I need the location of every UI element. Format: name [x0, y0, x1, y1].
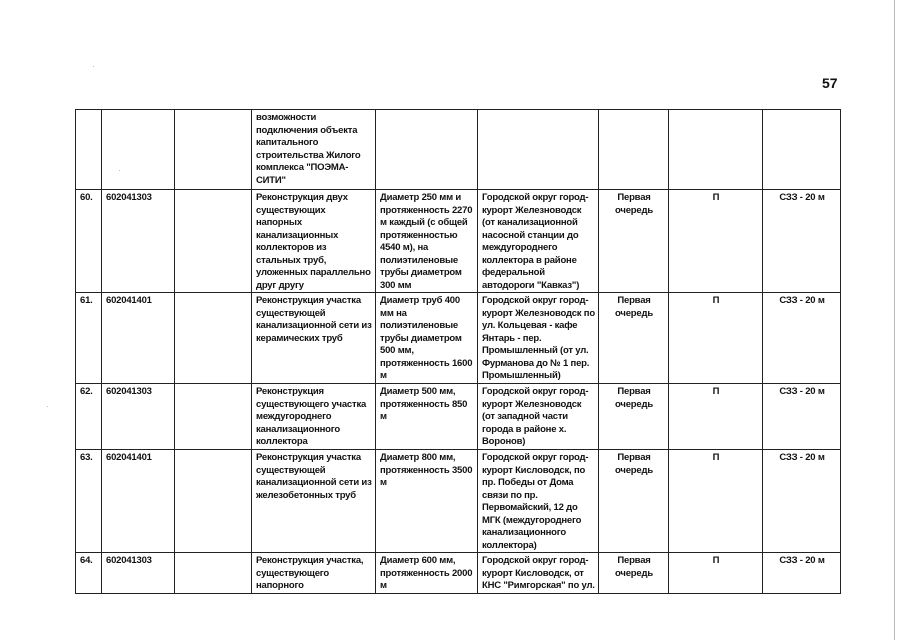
szz-cell: СЗЗ - 20 м [763, 553, 841, 594]
param-cell: Диаметр 800 мм, протяженность 3500 м [376, 450, 478, 553]
szz-cell: СЗЗ - 20 м [763, 293, 841, 384]
table-row [76, 553, 841, 594]
row-number-cell: 64. [76, 553, 102, 594]
queue-cell: Первая очередь [599, 293, 669, 384]
type-cell: П [669, 190, 763, 293]
page-number: 57 [822, 75, 838, 91]
queue-cell [599, 110, 669, 190]
name-cell: возможности подключения объекта капитального строительства Жилого комплекса "ПОЭМА-СИТИ" [252, 110, 376, 190]
szz-cell: СЗЗ - 20 м [763, 190, 841, 293]
table-row [76, 450, 841, 553]
empty-cell [175, 553, 252, 594]
param-cell: Диаметр 500 мм, протяженность 850 м [376, 384, 478, 450]
table-row [76, 110, 841, 190]
empty-cell [175, 110, 252, 190]
scan-speck: · [92, 62, 95, 71]
place-cell: Городской округ город-курорт Кисловодск, от КНС "Римгорская" по ул. [478, 553, 599, 594]
queue-cell: Первая очередь [599, 553, 669, 594]
code-cell: 602041303 [102, 553, 175, 594]
row-number-cell: 61. [76, 293, 102, 384]
name-cell: Реконструкция двух существующих напорных канализационных коллекторов из стальных труб, уложенных параллельно друг другу [252, 190, 376, 293]
type-cell: П [669, 384, 763, 450]
code-cell [102, 110, 175, 190]
table-row [76, 293, 841, 384]
name-cell: Реконструкция существующего участка междугороднего канализационного коллектора [252, 384, 376, 450]
table-row [76, 384, 841, 450]
row-number-cell [76, 110, 102, 190]
empty-cell [175, 293, 252, 384]
type-cell [669, 110, 763, 190]
queue-cell: Первая очередь [599, 384, 669, 450]
place-cell [478, 110, 599, 190]
name-cell: Реконструкция участка существующей канализационной сети из керамических труб [252, 293, 376, 384]
code-cell: 602041401 [102, 293, 175, 384]
name-cell: Реконструкция участка, существующего напорного [252, 553, 376, 594]
param-cell: Диаметр 600 мм, протяженность 2000 м [376, 553, 478, 594]
place-cell: Городской округ город-курорт Железноводск (от канализационной насосной станции до междугороднего коллектора в районе федеральной автодороги "Кавказ") [478, 190, 599, 293]
empty-cell [175, 450, 252, 553]
szz-cell: СЗЗ - 20 м [763, 450, 841, 553]
param-cell: Диаметр труб 400 мм на полиэтиленовые трубы диаметром 500 мм, протяженность 1600 м [376, 293, 478, 384]
empty-cell [175, 384, 252, 450]
objects-table [75, 109, 841, 594]
code-cell: 602041303 [102, 190, 175, 293]
queue-cell: Первая очередь [599, 450, 669, 553]
place-cell: Городской округ город-курорт Железноводск (от западной части города в районе х. Воронов) [478, 384, 599, 450]
table-row [76, 190, 841, 293]
code-cell: 602041303 [102, 384, 175, 450]
scan-speck: · [118, 166, 121, 175]
scan-speck: · [46, 402, 49, 411]
row-number-cell: 62. [76, 384, 102, 450]
type-cell: П [669, 293, 763, 384]
row-number-cell: 60. [76, 190, 102, 293]
place-cell: Городской округ город-курорт Железноводск по ул. Кольцевая - кафе Янтарь - пер. Промышленный (от ул. Фурманова до № 1 пер. Промышленный) [478, 293, 599, 384]
empty-cell [175, 190, 252, 293]
row-number-cell: 63. [76, 450, 102, 553]
place-cell: Городской округ город-курорт Кисловодск, по пр. Победы от Дома связи по пр. Первомайский, 12 до МГК (междугороднего канализационного коллектора) [478, 450, 599, 553]
queue-cell: Первая очередь [599, 190, 669, 293]
code-cell: 602041401 [102, 450, 175, 553]
szz-cell [763, 110, 841, 190]
szz-cell: СЗЗ - 20 м [763, 384, 841, 450]
type-cell: П [669, 553, 763, 594]
param-cell [376, 110, 478, 190]
type-cell: П [669, 450, 763, 553]
param-cell: Диаметр 250 мм и протяженность 2270 м каждый (с общей протяженностью 4540 м), на полиэтиленовые трубы диаметром 300 мм [376, 190, 478, 293]
scan-edge-line [894, 0, 895, 640]
name-cell: Реконструкция участка существующей канализационной сети из железобетонных труб [252, 450, 376, 553]
